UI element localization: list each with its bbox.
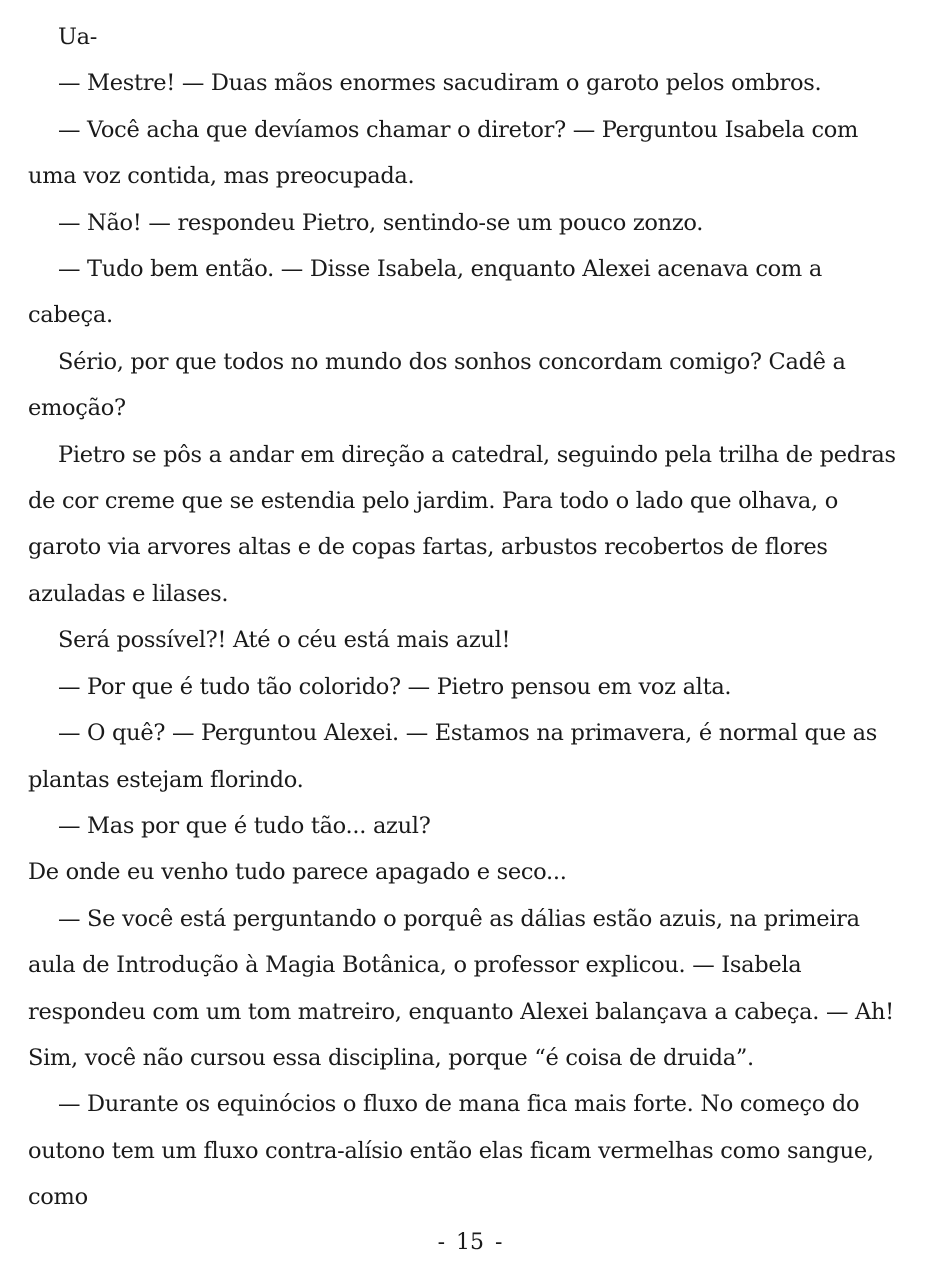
paragraph: — Durante os equinócios o fluxo de mana fica mais forte. No começo do outono tem um fluxo contra-alísio então elas ficam vermelhas como sangue, como bbox=[28, 1091, 874, 1211]
paragraph: Sério, por que todos no mundo dos sonhos concordam comigo? Cadê a emoção? bbox=[28, 348, 846, 422]
paragraph: — Se você está perguntando o porquê as dálias estão azuis, na primeira aula de Introdução à Magia Botânica, o professor explicou. — Isabela respondeu com um tom matreiro, enquanto Alexei balançava a cabeça. — Ah! Sim, você não cursou essa disciplina, porque “é coisa de druida”. bbox=[28, 905, 894, 1071]
paragraph: — Não! — respondeu Pietro, sentindo-se um pouco zonzo. bbox=[58, 209, 704, 236]
paragraph: — O quê? — Perguntou Alexei. — Estamos na primavera, é normal que as plantas estejam florindo. bbox=[28, 720, 878, 793]
paragraph: Será possível?! Até o céu está mais azul! bbox=[58, 627, 511, 654]
paragraph: Ua- bbox=[58, 24, 98, 50]
paragraph: — Você acha que devíamos chamar o diretor? — Perguntou Isabela com uma voz contida, mas preocupada. bbox=[28, 116, 859, 190]
paragraph: De onde eu venho tudo parece apagado e seco... bbox=[28, 859, 567, 886]
paragraph: — Por que é tudo tão colorido? — Pietro pensou em voz alta. bbox=[58, 673, 732, 700]
paragraph: — Tudo bem então. — Disse Isabela, enquanto Alexei acenava com a cabeça. bbox=[28, 256, 822, 329]
page-body bbox=[28, 14, 900, 1221]
page-number: - 15 - bbox=[437, 1230, 503, 1255]
paragraph: — Mestre! — Duas mãos enormes sacudiram o garoto pelos ombros. bbox=[58, 70, 822, 97]
paragraph: Pietro se pôs a andar em direção a catedral, seguindo pela trilha de pedras de cor creme que se estendia pelo jardim. Para todo o lado que olhava, o garoto via arvores altas e de copas fartas, arbustos recobertos de flores azuladas e lilases. bbox=[28, 441, 896, 607]
paragraph: — Mas por que é tudo tão... azul? bbox=[58, 812, 431, 839]
